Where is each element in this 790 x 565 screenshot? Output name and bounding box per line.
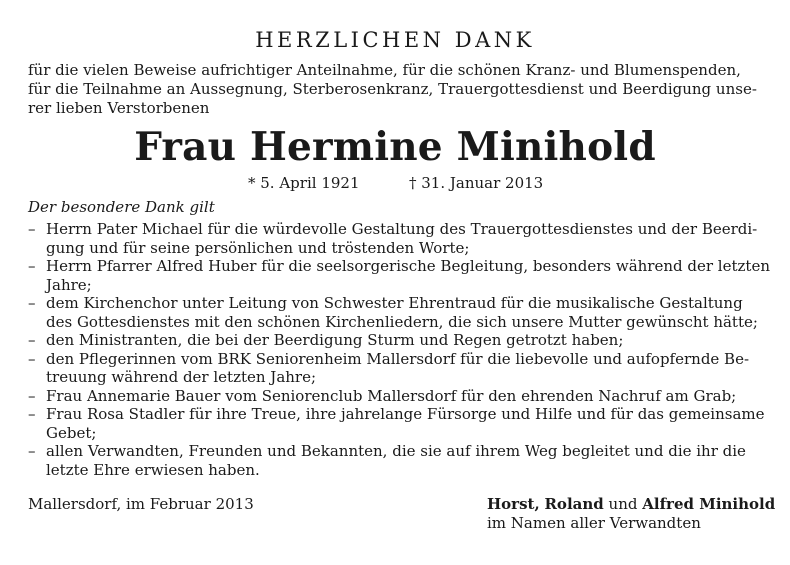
thanks-item: [28, 257, 768, 294]
dash-bullet: –: [28, 220, 36, 238]
thanks-line: Herrn Pfarrer Alfred Huber für die seelsorgerische Begleitung, besonders während der letzten: [46, 257, 770, 275]
thanks-item: [28, 331, 768, 350]
dash-bullet: –: [28, 405, 36, 423]
thanks-line: gung und für seine persönlichen und tröstenden Worte;: [46, 238, 470, 257]
thanks-line: den Pflegerinnen vom BRK Seniorenheim Mallersdorf für die liebevolle und aufopfernde Be-: [46, 349, 750, 368]
thanks-line: treuung während der letzten Jahre;: [46, 368, 317, 386]
dash-bullet: –: [28, 257, 36, 275]
dash-bullet: –: [28, 386, 36, 405]
thanks-line: des Gottesdienstes mit den schönen Kirchenliedern, die sich unsere Mutter gewünscht hätte;: [46, 312, 758, 331]
special-thanks-heading: Der besondere Dank gilt: [28, 198, 215, 216]
intro-paragraph: [28, 61, 768, 118]
intro-line: rer lieben Verstorbenen: [28, 99, 210, 117]
thanks-item: [28, 350, 768, 387]
thanks-line: Frau Annemarie Bauer vom Seniorenclub Mallersdorf für den ehrenden Nachruf am Grab;: [46, 386, 737, 405]
thanks-line: Frau Rosa Stadler für ihre Treue, ihre jahrelange Fürsorge und Hilfe und für das gemeinsame: [46, 405, 765, 423]
signature-block: [487, 495, 775, 533]
thanks-item: [28, 387, 768, 406]
intro-line: für die Teilnahme an Aussegnung, Sterberosenkranz, Trauergottesdienst und Beerdigung unse-: [28, 80, 757, 98]
place-and-date: Mallersdorf, im Februar 2013: [28, 495, 254, 513]
dash-bullet: –: [28, 349, 36, 368]
thanks-line: letzte Ehre erwiesen haben.: [46, 460, 260, 479]
thanks-item: [28, 294, 768, 331]
thanks-line: Gebet;: [46, 423, 97, 442]
dash-bullet: –: [28, 331, 36, 349]
dash-bullet: –: [28, 294, 36, 312]
birth-date: * 5. April 1921: [248, 174, 360, 192]
dash-bullet: –: [28, 442, 36, 460]
intro-line: für die vielen Beweise aufrichtiger Anteilnahme, für die schönen Kranz- und Blumenspenden,: [28, 61, 741, 79]
signer-name: Roland: [544, 495, 604, 513]
thanks-line: den Ministranten, die bei der Beerdigung Sturm und Regen getrotzt haben;: [46, 331, 624, 349]
signer-subline: im Namen aller Verwandten: [487, 514, 701, 532]
notice-heading: HERZLICHEN DANK: [255, 28, 535, 52]
thanks-item: [28, 442, 768, 479]
thanks-line: Herrn Pater Michael für die würdevolle Gestaltung des Trauergottesdienstes und der Beerdi-: [46, 220, 758, 238]
signer-name: Alfred Minihold: [642, 495, 776, 513]
thanks-line: allen Verwandten, Freunden und Bekannten, die sie auf ihrem Weg begleitet und die ihr die: [46, 442, 746, 460]
signer-conjunction: und: [608, 495, 638, 513]
thanks-item: [28, 220, 768, 257]
death-date: † 31. Januar 2013: [409, 174, 544, 192]
signer-names: [487, 495, 775, 514]
thanks-item: [28, 405, 768, 442]
thanks-list: [28, 220, 768, 479]
signer-name: Horst,: [487, 495, 540, 513]
thanks-line: Jahre;: [46, 275, 92, 294]
deceased-name: Frau Hermine Minihold: [134, 124, 656, 170]
thanks-line: dem Kirchenchor unter Leitung von Schwester Ehrentraud für die musikalische Gestaltung: [46, 294, 743, 312]
